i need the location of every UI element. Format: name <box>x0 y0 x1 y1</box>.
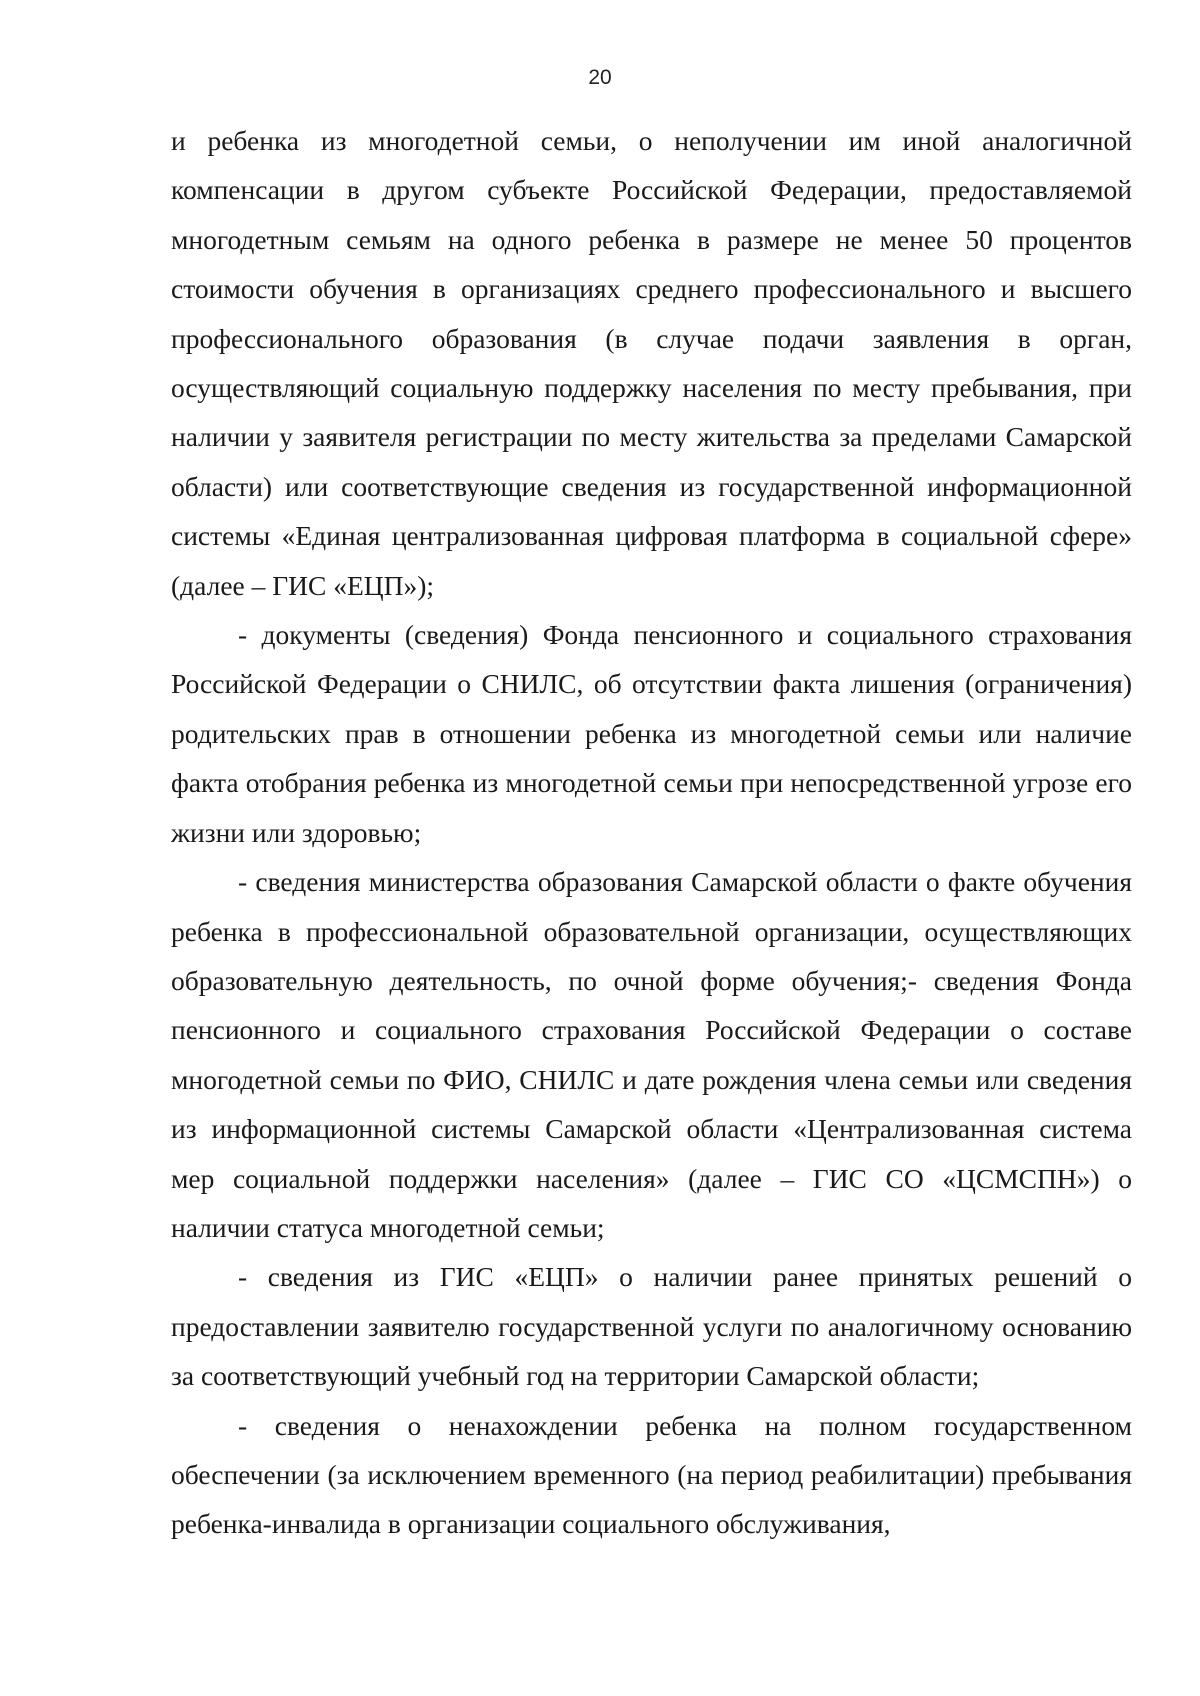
document-body <box>171 116 1132 1549</box>
paragraph-prior-decisions-info: - сведения из ГИС «ЕЦП» о наличии ранее принятых решений о предоставлении заявителю государственной услуги по аналогичному основанию за соответствующий учебный год на территории Самарской области; <box>171 1261 1132 1392</box>
page-number: 20 <box>588 66 612 89</box>
paragraph-state-support-info: - сведения о ненахождении ребенка на полном государственном обеспечении (за исключением временного (на период реабилитации) пребывания ребенка-инвалида в организации социального обслуживания, <box>171 1409 1132 1540</box>
paragraph-continuation: и ребенка из многодетной семьи, о неполучении им иной аналогичной компенсации в другом субъекте Российской Федерации, предоставляемой многодетным семьям на одного ребенка в размере не менее 50 процентов стоимости обучения в организациях среднего профессионального и высшего профессионального образования (в случае подачи заявления в орган, осуществляющий социальную поддержку населения по месту пребывания, при наличии у заявителя регистрации по месту жительства за пределами Самарской области) или соответствующие сведения из государственной информационной системы «Единая централизованная цифровая платформа в социальной сфере» (далее – ГИС «ЕЦП»); <box>171 125 1132 601</box>
paragraph-pension-fund-documents: - документы (сведения) Фонда пенсионного и социального страхования Российской Федерации о СНИЛС, об отсутствии факта лишения (ограничения) родительских прав в отношении ребенка из многодетной семьи или наличие факта отобрания ребенка из многодетной семьи при непосредственной угрозе его жизни или здоровью; <box>171 619 1132 848</box>
paragraph-education-ministry-info: - сведения министерства образования Самарской области о факте обучения ребенка в профессиональной образовательной организации, осуществляющих образовательную деятельность, по очной форме обучения;- сведения Фонда пенсионного и социального страхования Российской Федерации о составе многодетной семьи по ФИО, СНИЛС и дате рождения члена семьи или сведения из информационной системы Самарской области «Централизованная система мер социальной поддержки населения» (далее – ГИС СО «ЦСМСПН») о наличии статуса многодетной семьи; <box>171 866 1132 1243</box>
